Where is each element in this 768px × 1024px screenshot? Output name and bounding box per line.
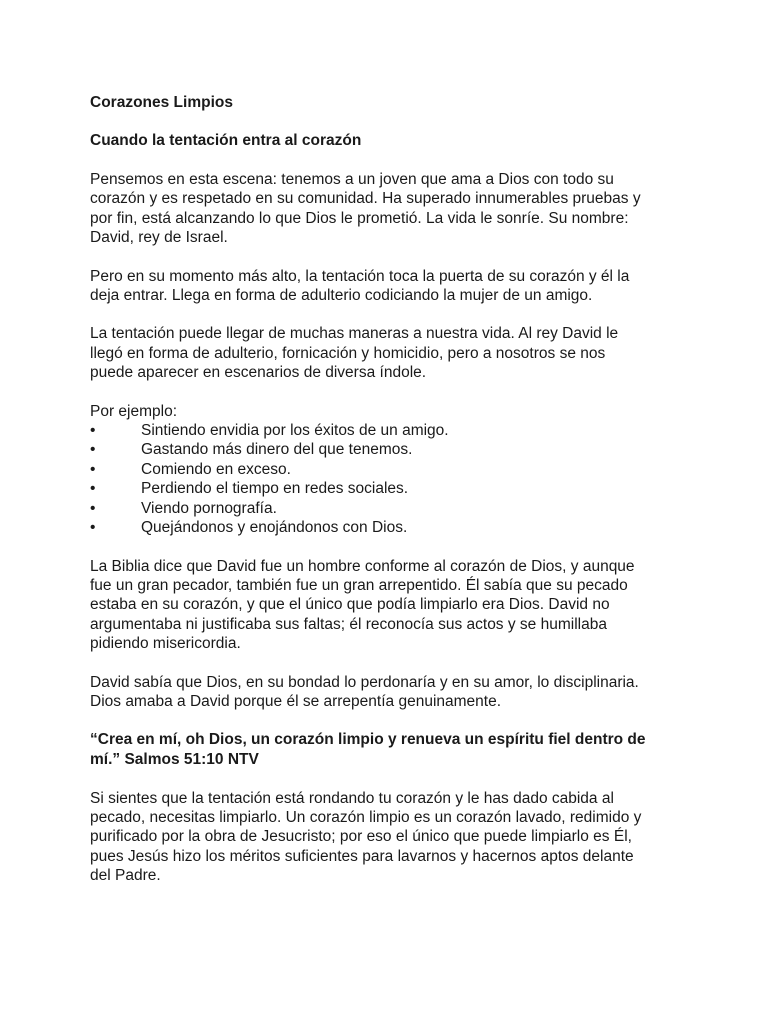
list-item — [90, 518, 768, 537]
list-item-text: Quejándonos y enojándonos con Dios. — [141, 519, 408, 537]
examples-list — [90, 421, 768, 537]
bullet-icon: • — [90, 422, 96, 440]
list-intro: Por ejemplo: — [90, 402, 178, 420]
list-item-text: Viendo pornografía. — [141, 499, 277, 517]
bullet-icon: • — [90, 441, 96, 459]
paragraph-intro-scene: Pensemos en esta escena: tenemos a un joven que ama a Dios con todo su corazón y es respetado en su comunidad. Ha superado innumerables pruebas y por fin, está alcanzando lo que Dios le prometió. La vida le sonríe. Su nombre: David, rey de Israel. — [90, 171, 641, 247]
list-item-text: Perdiendo el tiempo en redes sociales. — [141, 480, 409, 498]
list-item — [90, 499, 768, 518]
bullet-icon: • — [90, 519, 96, 537]
list-item — [90, 421, 768, 440]
bible-verse-quote: “Crea en mí, oh Dios, un corazón limpio y renueva un espíritu fiel dentro de mí.” Salmos 51:10 NTV — [90, 731, 646, 768]
paragraph-clean-heart: Si sientes que la tentación está rondando tu corazón y le has dado cabida al pecado, necesitas limpiarlo. Un corazón limpio es un corazón lavado, redimido y purificado por la obra de Jesucristo; por eso el único que puede limpiarlo es Él, pues Jesús hizo los méritos suficientes para lavarnos y hacernos aptos delante del Padre. — [90, 789, 642, 885]
list-item-text: Comiendo en exceso. — [141, 460, 291, 478]
paragraph-david-heart: La Biblia dice que David fue un hombre conforme al corazón de Dios, y aunque fue un gran pecador, también fue un gran arrepentido. Él sabía que su pecado estaba en su corazón, y que el único que podía limpiarlo era Dios. David no argumentaba ni justificaba sus faltas; él reconocía sus actos y se humillaba pidiendo misericordia. — [90, 557, 635, 653]
list-item — [90, 460, 768, 479]
list-item — [90, 440, 768, 459]
paragraph-temptation-ways: La tentación puede llegar de muchas maneras a nuestra vida. Al rey David le llegó en forma de adulterio, fornicación y homicidio, pero a nosotros se nos puede aparecer en escenarios de diversa índole. — [90, 325, 619, 382]
list-item-text: Sintiendo envidia por los éxitos de un amigo. — [141, 422, 449, 440]
bullet-icon: • — [90, 499, 96, 517]
bullet-icon: • — [90, 480, 96, 498]
document-title: Corazones Limpios — [90, 94, 233, 111]
list-item-text: Gastando más dinero del que tenemos. — [141, 441, 413, 459]
bullet-icon: • — [90, 460, 96, 478]
list-item — [90, 479, 768, 498]
section-heading: Cuando la tentación entra al corazón — [90, 132, 362, 149]
paragraph-david-forgiveness: David sabía que Dios, en su bondad lo perdonaría y en su amor, lo disciplinaria. Dios amaba a David porque él se arrepentía genuinamente. — [90, 673, 639, 710]
paragraph-temptation-moment: Pero en su momento más alto, la tentación toca la puerta de su corazón y él la deja entrar. Llega en forma de adulterio codiciando la mujer de un amigo. — [90, 267, 630, 305]
